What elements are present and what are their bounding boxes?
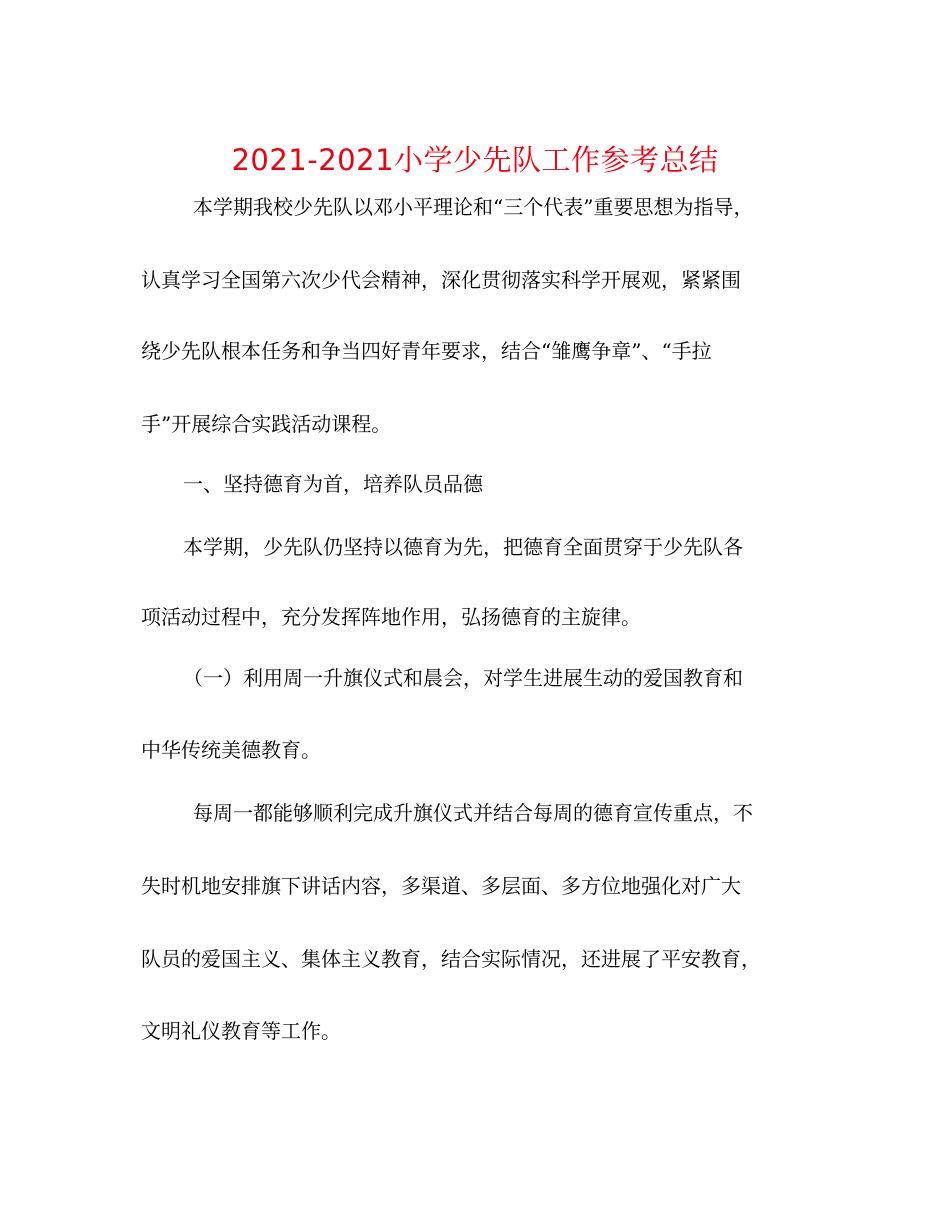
- paragraph-line-5: 本学期，少先队仍坚持以德育为先，把德育全面贯穿于少先队各: [183, 535, 743, 559]
- paragraph-line-2: 认真学习全国第六次少代会精神，深化贯彻落实科学开展观，紧紧围: [141, 268, 741, 292]
- subsection-heading-1: （一）利用周一升旗仪式和晨会，对学生进展生动的爱国教育和: [183, 666, 743, 690]
- paragraph-line-9: 队员的爱国主义、集体主义教育，结合实际情况，还进展了平安教育，: [141, 947, 761, 971]
- paragraph-line-6: 项活动过程中，充分发挥阵地作用，弘扬德育的主旋律。: [141, 605, 641, 629]
- paragraph-line-10: 文明礼仪教育等工作。: [141, 1019, 341, 1043]
- section-heading-1: 一、坚持德育为首，培养队员品德: [183, 472, 483, 496]
- paragraph-line-8: 失时机地安排旗下讲话内容，多渠道、多层面、多方位地强化对广大: [141, 874, 741, 898]
- document-title: 2021-2021小学少先队工作参考总结: [231, 143, 719, 177]
- paragraph-line-7: 每周一都能够顺利完成升旗仪式并结合每周的德育宣传重点，不: [193, 801, 753, 825]
- paragraph-line-4: 手”开展综合实践活动课程。: [141, 412, 392, 436]
- paragraph-line-1: 本学期我校少先队以邓小平理论和“三个代表”重要思想为指导，: [193, 195, 754, 219]
- paragraph-line-3: 绕少先队根本任务和争当四好青年要求，结合“雏鹰争章”、“手拉: [141, 339, 712, 363]
- subsection-heading-1-cont: 中华传统美德教育。: [141, 738, 321, 762]
